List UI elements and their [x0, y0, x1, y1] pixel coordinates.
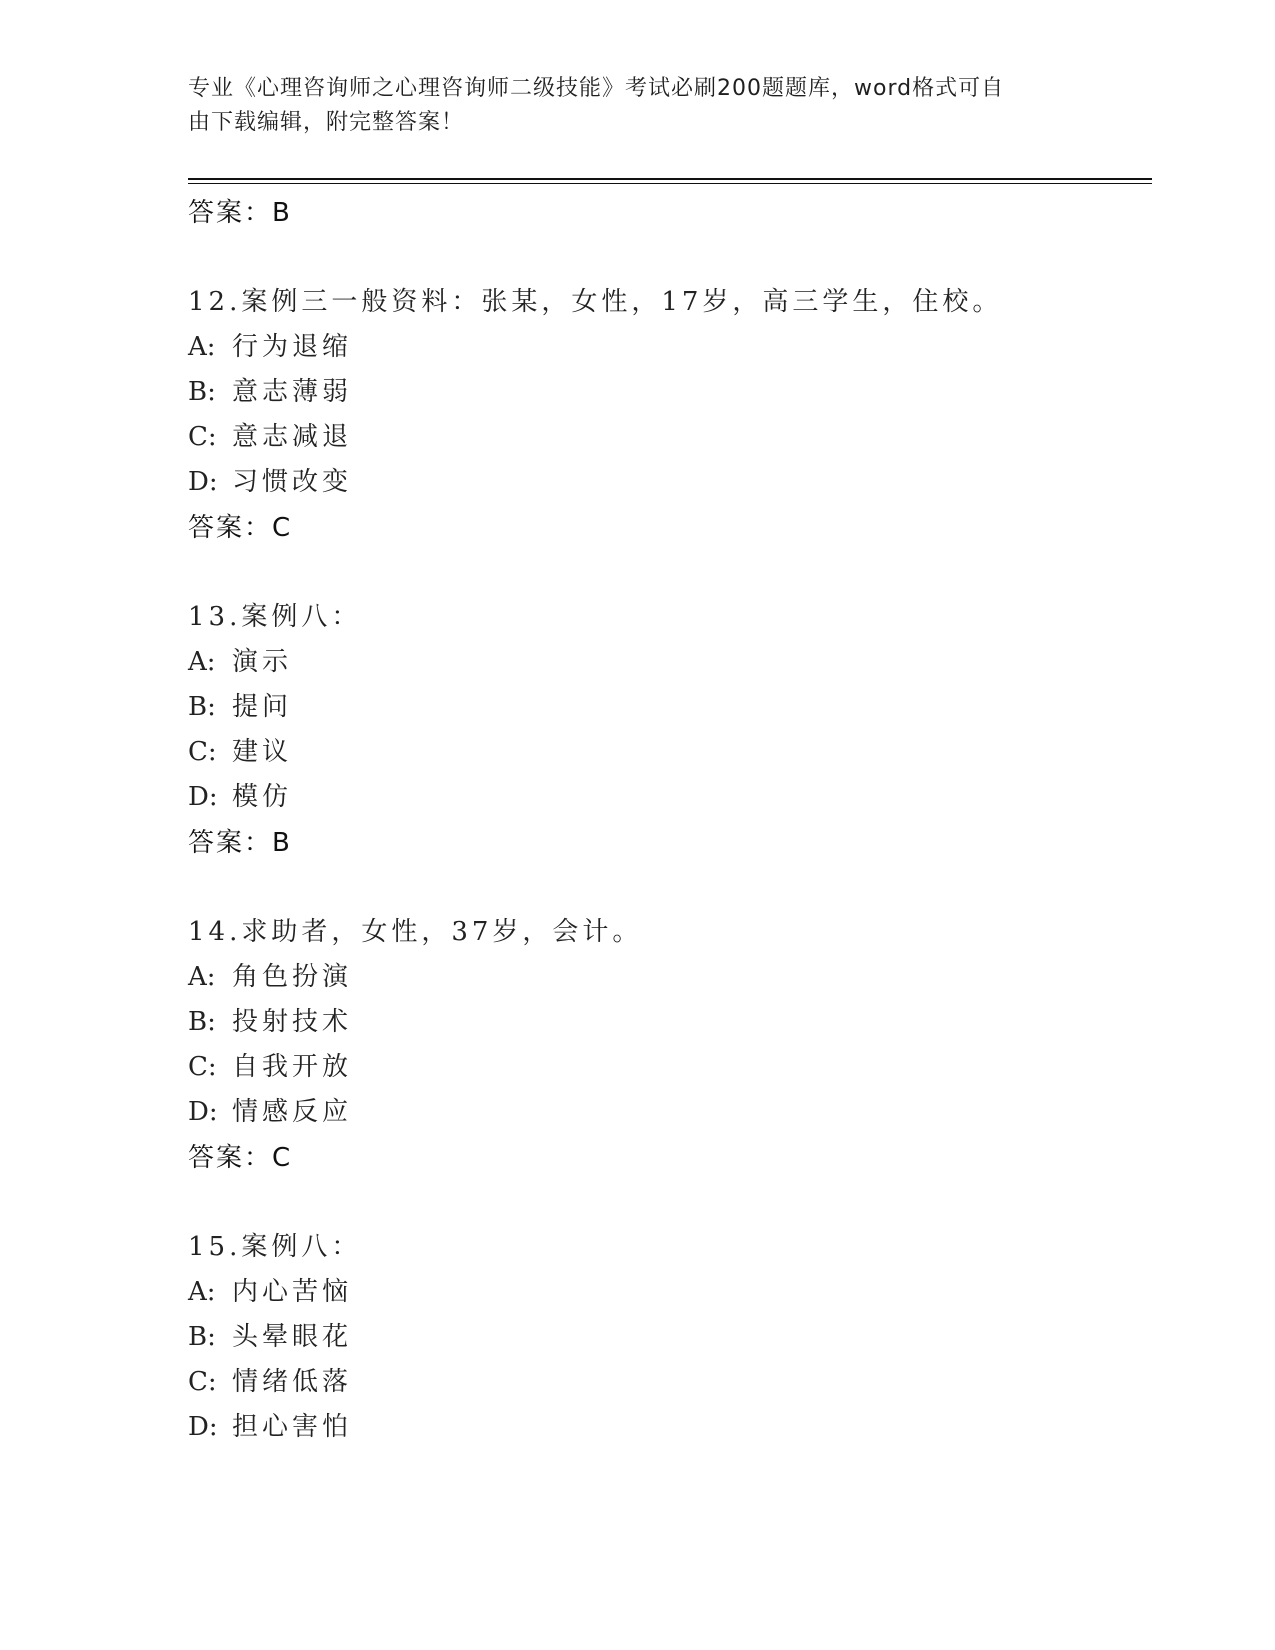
- document-header: [188, 72, 1088, 140]
- answer-line: 答案：B: [188, 828, 292, 858]
- option-a: [188, 1270, 1148, 1315]
- spacer: [188, 866, 1148, 910]
- question-title: 13.案例八：: [188, 602, 362, 632]
- option-text: 提问: [232, 692, 293, 722]
- question-block: [188, 910, 1148, 1181]
- question-block: [188, 1225, 1148, 1450]
- option-letter: A:: [188, 332, 216, 362]
- option-b: [188, 1000, 1148, 1045]
- header-line-1: 专业《心理咨询师之心理咨询师二级技能》考试必刷200题题库，word格式可自: [188, 76, 1005, 101]
- option-a: [188, 640, 1148, 685]
- option-text: 建议: [232, 737, 293, 767]
- question-block: [188, 595, 1148, 866]
- option-text: 意志薄弱: [232, 377, 353, 407]
- option-text: 演示: [232, 647, 293, 677]
- option-letter: C:: [188, 737, 217, 767]
- option-b: [188, 685, 1148, 730]
- option-d: [188, 775, 1148, 820]
- option-d: [188, 1090, 1148, 1135]
- option-text: 习惯改变: [232, 467, 353, 497]
- option-b: [188, 370, 1148, 415]
- option-c: [188, 1045, 1148, 1090]
- answer-line: 答案：B: [188, 198, 292, 228]
- option-b: [188, 1315, 1148, 1360]
- option-letter: D:: [188, 467, 218, 497]
- header-line-2: 由下载编辑，附完整答案！: [188, 110, 465, 135]
- option-text: 情感反应: [232, 1097, 353, 1127]
- question-title: 12.案例三一般资料：张某，女性，17岁，高三学生，住校。: [188, 287, 1003, 317]
- option-text: 行为退缩: [232, 332, 353, 362]
- option-letter: A:: [188, 962, 216, 992]
- option-letter: C:: [188, 422, 217, 452]
- spacer: [188, 551, 1148, 595]
- option-d: [188, 460, 1148, 505]
- option-letter: A:: [188, 647, 216, 677]
- spacer: [188, 1181, 1148, 1225]
- option-text: 意志减退: [232, 422, 353, 452]
- header-divider-thick: [188, 178, 1152, 180]
- option-letter: D:: [188, 1412, 218, 1442]
- option-letter: D:: [188, 1097, 218, 1127]
- option-text: 角色扮演: [232, 962, 353, 992]
- answer-line: 答案：C: [188, 513, 293, 543]
- option-d: [188, 1405, 1148, 1450]
- question-block: [188, 280, 1148, 551]
- option-letter: B:: [188, 377, 216, 407]
- option-c: [188, 1360, 1148, 1405]
- spacer: [188, 236, 1148, 280]
- option-text: 内心苦恼: [232, 1277, 353, 1307]
- question-title: 15.案例八：: [188, 1232, 362, 1262]
- option-a: [188, 955, 1148, 1000]
- option-text: 头晕眼花: [232, 1322, 353, 1352]
- option-letter: A:: [188, 1277, 216, 1307]
- option-letter: B:: [188, 692, 216, 722]
- answer-line: 答案：C: [188, 1143, 293, 1173]
- option-letter: C:: [188, 1367, 217, 1397]
- option-c: [188, 730, 1148, 775]
- option-c: [188, 415, 1148, 460]
- option-text: 投射技术: [232, 1007, 353, 1037]
- option-text: 担心害怕: [232, 1412, 353, 1442]
- question-title: 14.求助者，女性，37岁，会计。: [188, 917, 643, 947]
- option-a: [188, 325, 1148, 370]
- option-letter: D:: [188, 782, 218, 812]
- option-text: 自我开放: [232, 1052, 353, 1082]
- option-letter: C:: [188, 1052, 217, 1082]
- question-list: [188, 190, 1148, 1450]
- header-divider-thin: [188, 183, 1152, 184]
- option-text: 模仿: [232, 782, 293, 812]
- option-text: 情绪低落: [232, 1367, 353, 1397]
- option-letter: B:: [188, 1322, 216, 1352]
- option-letter: B:: [188, 1007, 216, 1037]
